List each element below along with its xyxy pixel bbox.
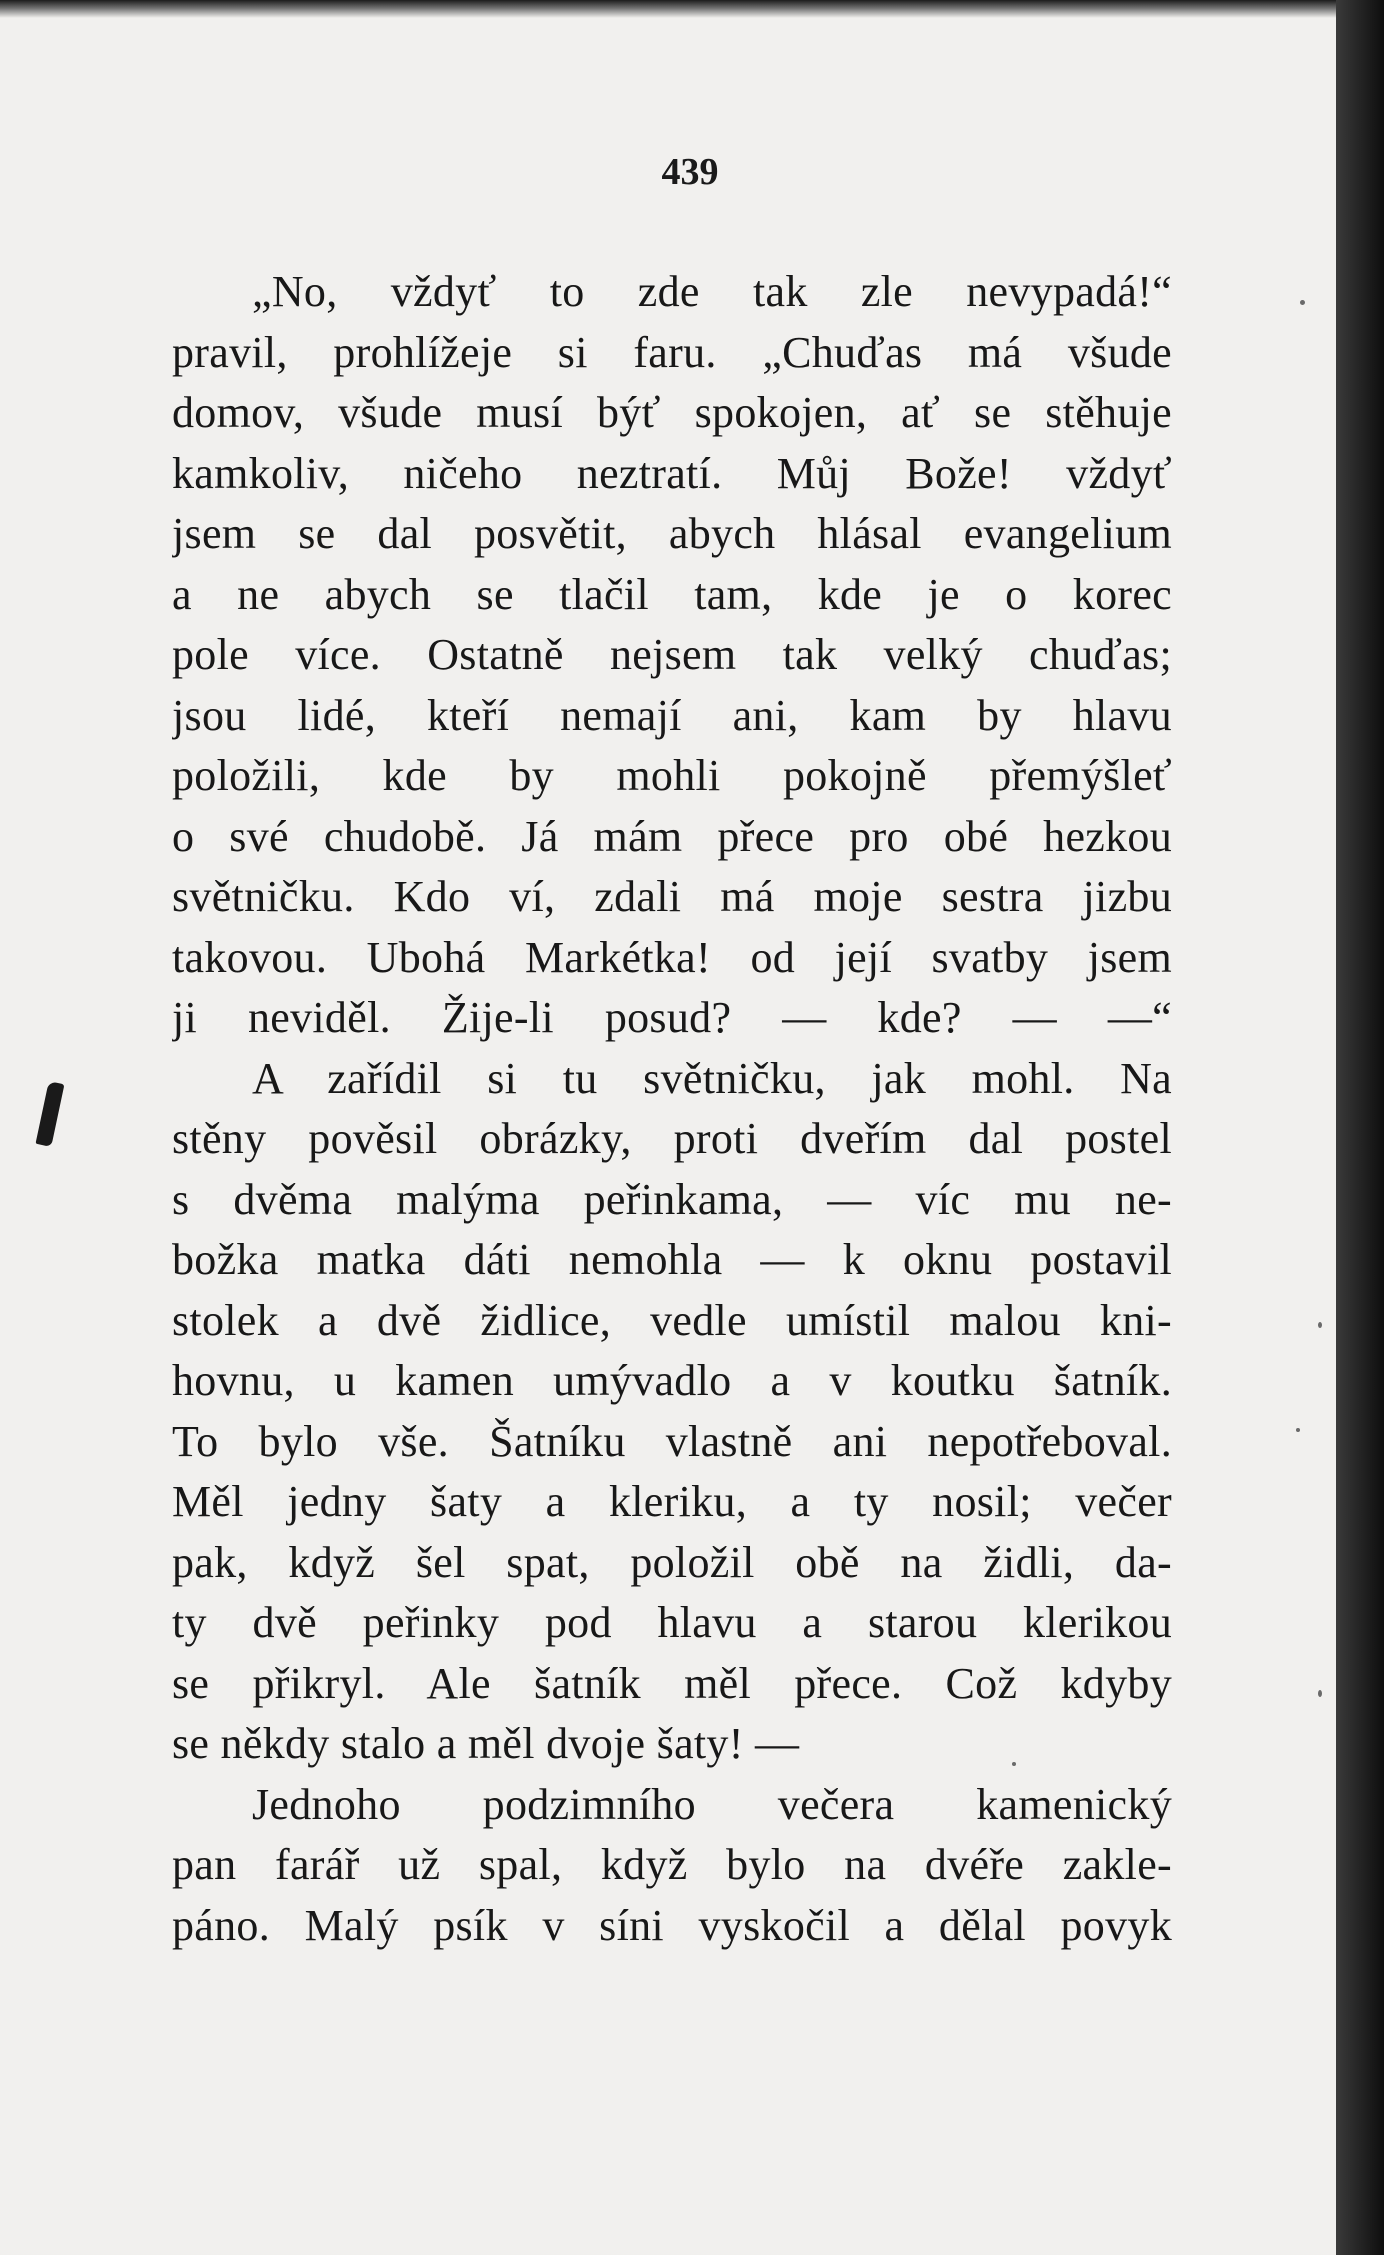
- text-line: To bylo vše. Šatníku vlastně ani nepotřeboval.: [172, 1416, 1172, 1466]
- text-line: o své chudobě. Já mám přece pro obé hezkou: [172, 811, 1172, 861]
- text-line: „No, vždyť to zde tak zle nevypadá!“: [252, 267, 1172, 316]
- text-line: pravil, prohlížeje si faru. „Chuďas má všude: [172, 327, 1172, 377]
- text-line: a ne abych se tlačil tam, kde je o korec: [172, 569, 1172, 619]
- text-line: A zařídil si tu světničku, jak mohl. Na: [252, 1053, 1172, 1103]
- text-line: pak, když šel spat, položil obě na židli, da-: [172, 1537, 1172, 1587]
- text-line: takovou. Ubohá Markétka! od její svatby jsem: [172, 932, 1172, 982]
- text-line: se někdy stalo a měl dvoje šaty! —: [172, 1719, 800, 1768]
- text-line: pole více. Ostatně nejsem tak velký chuďas;: [172, 630, 1172, 679]
- top-edge-shadow: [0, 0, 1336, 18]
- text-line: s dvěma malýma peřinkama, — víc mu ne-: [172, 1174, 1172, 1224]
- text-line: světničku. Kdo ví, zdali má moje sestra jizbu: [172, 872, 1172, 921]
- text-line: se přikryl. Ale šatník měl přece. Což kdyby: [172, 1658, 1172, 1708]
- paper-speck: [1296, 1428, 1300, 1432]
- text-line: Jednoho podzimního večera kamenický: [252, 1779, 1172, 1829]
- text-line: páno. Malý psík v síni vyskočil a dělal povyk: [172, 1900, 1172, 1950]
- text-line: stolek a dvě židlice, vedle umístil malou kni-: [172, 1295, 1172, 1345]
- text-line: Měl jedny šaty a kleriku, a ty nosil; večer: [172, 1477, 1172, 1526]
- text-line: kamkoliv, ničeho neztratí. Můj Bože! vždyť: [172, 448, 1172, 498]
- paper-speck: [1318, 1690, 1322, 1697]
- paper-speck: [1318, 1322, 1322, 1328]
- text-line: ty dvě peřinky pod hlavu a starou klerikou: [172, 1598, 1172, 1647]
- text-line: domov, všude musí býť spokojen, ať se stěhuje: [172, 388, 1172, 437]
- text-line: jsem se dal posvětit, abych hlásal evangelium: [172, 509, 1172, 558]
- text-line: položili, kde by mohli pokojně přemýšleť: [172, 751, 1172, 800]
- text-line: božka matka dáti nemohla — k oknu postavil: [172, 1235, 1172, 1284]
- book-binding-edge: [1336, 0, 1384, 2255]
- text-line: pan farář už spal, když bylo na dvéře zakle-: [172, 1840, 1172, 1889]
- text-line: hovnu, u kamen umývadlo a v koutku šatník.: [172, 1356, 1172, 1405]
- text-line: stěny pověsil obrázky, proti dveřím dal postel: [172, 1114, 1172, 1163]
- margin-ink-mark: [36, 1081, 65, 1147]
- text-line: ji neviděl. Žije-li posud? — kde? — —“: [172, 993, 1172, 1042]
- paper-speck: [1300, 300, 1305, 305]
- text-line: jsou lidé, kteří nemají ani, kam by hlavu: [172, 690, 1172, 740]
- page-number: 439: [661, 151, 719, 193]
- body-text: [172, 262, 1172, 1956]
